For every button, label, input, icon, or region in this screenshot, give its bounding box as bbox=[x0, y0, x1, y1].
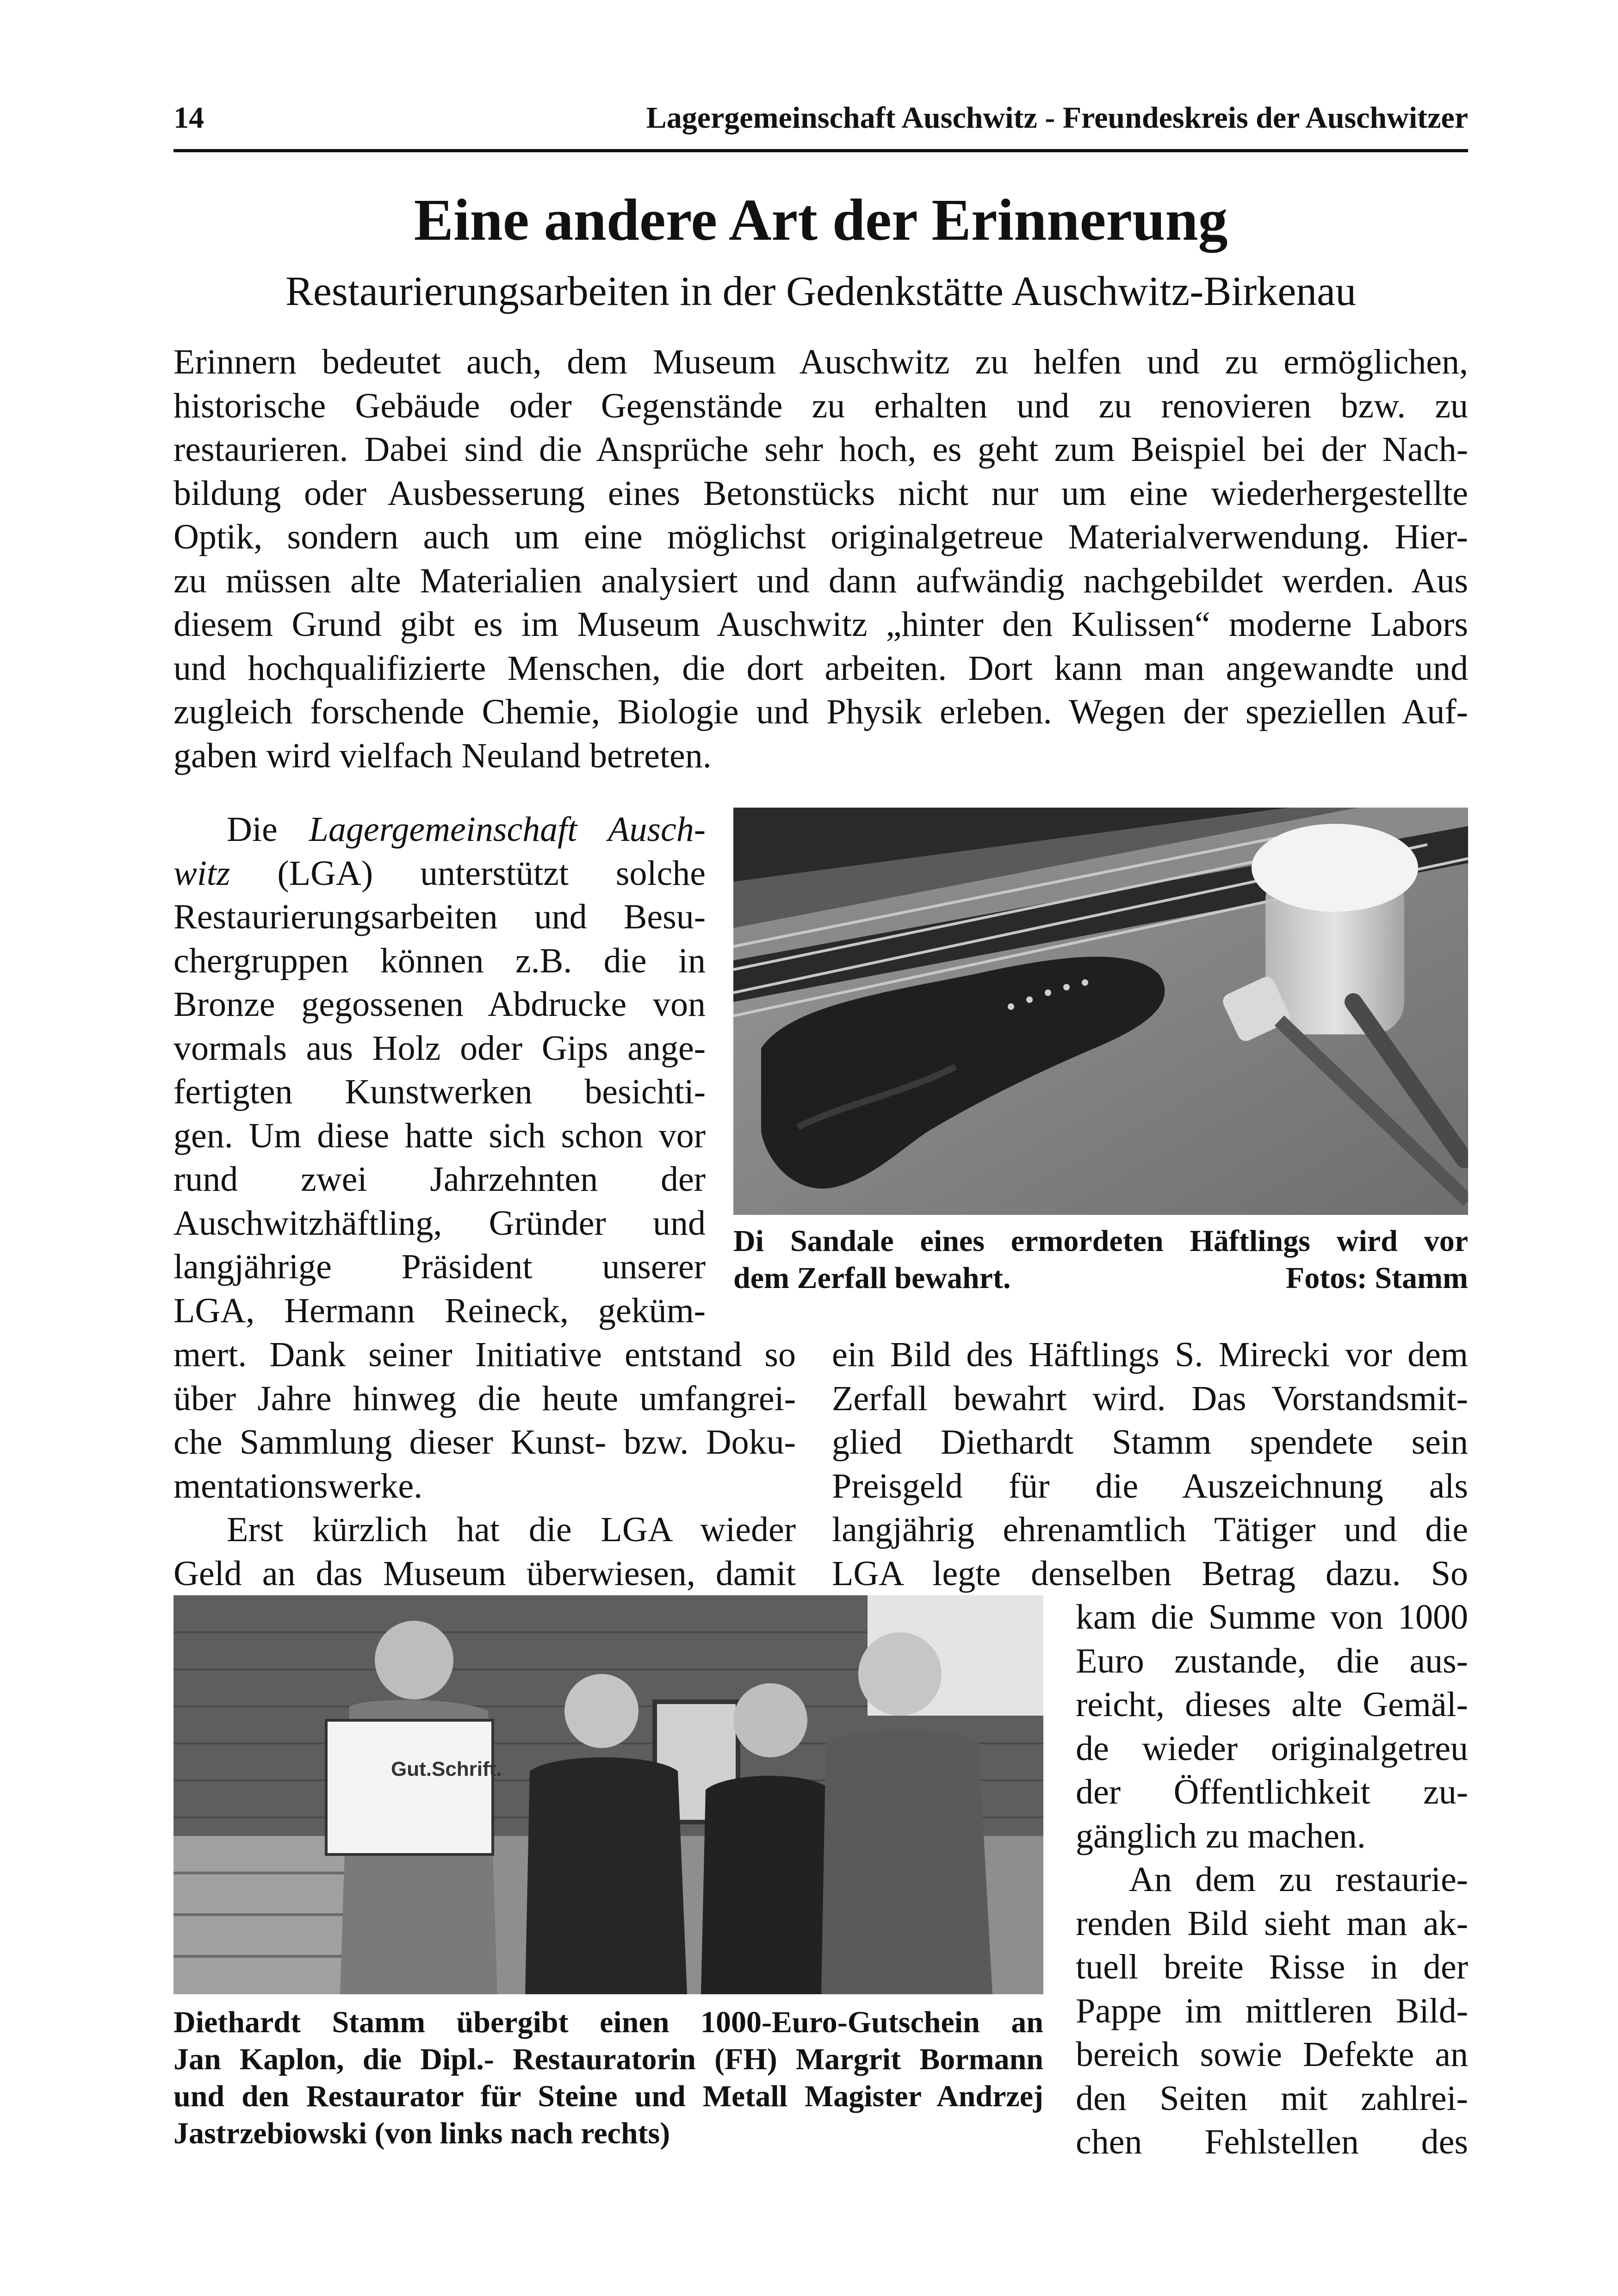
caption-line: Jan Kaplon, die Dipl.- Restauratorin (FH) Margrit Bormann bbox=[174, 2042, 1043, 2076]
text-line: LGA, Hermann Reineck, geküm- bbox=[174, 1291, 706, 1330]
article-title: Eine andere Art der Erinnerung bbox=[414, 187, 1228, 253]
text-line: bereich sowie Defekte an bbox=[1076, 2035, 1468, 2074]
text-line: chergruppen können z.B. die in bbox=[174, 941, 706, 980]
intro-paragraph bbox=[174, 340, 1468, 778]
text-line: tuell breite Risse in der bbox=[1076, 1948, 1468, 1986]
text-line: Euro zustande, die aus- bbox=[1076, 1641, 1468, 1680]
sandal-photo-illustration bbox=[733, 808, 1468, 1215]
text-line: Geld an das Museum überwiesen, damit bbox=[174, 1554, 796, 1593]
sandal-caption-line-1: Di Sandale eines ermordeten Häftlings wird vor bbox=[733, 1224, 1468, 1258]
text-line: Erst kürzlich hat die LGA wieder bbox=[227, 1510, 796, 1549]
text-line: bildung oder Ausbesserung eines Betonstücks nicht nur um eine wiederhergestellte bbox=[174, 473, 1468, 513]
text-line: LGA legte denselben Betrag dazu. So bbox=[832, 1554, 1468, 1593]
text-line: chen Fehlstellen des bbox=[1076, 2122, 1468, 2161]
caption-line: Diethardt Stamm übergibt einen 1000-Euro-Gutschein an bbox=[174, 2005, 1043, 2039]
text-line: diesem Grund gibt es im Museum Auschwitz „hinter den Kulissen“ moderne Labors bbox=[174, 605, 1468, 644]
text-line: kam die Summe von 1000 bbox=[1076, 1598, 1468, 1636]
text-line: den Seiten mit zahlrei- bbox=[1076, 2078, 1468, 2118]
text-line: gänglich zu machen. bbox=[1076, 1816, 1366, 1855]
left-column-text-a bbox=[174, 808, 706, 1332]
text-line: renden Bild sieht man ak- bbox=[1076, 1904, 1468, 1943]
article-subtitle: Restaurierungsarbeiten in der Gedenkstätte Auschwitz-Birkenau bbox=[285, 268, 1357, 314]
photo-credit: Fotos: Stamm bbox=[1285, 1261, 1468, 1295]
text-line: vormals aus Holz oder Gips ange- bbox=[174, 1028, 706, 1068]
text-line: gaben wird vielfach Neuland betreten. bbox=[174, 736, 712, 775]
text-line: gen. Um diese hatte sich schon vor bbox=[174, 1116, 706, 1155]
text-line: reicht, dieses alte Gemäl- bbox=[1076, 1685, 1468, 1724]
text-line: über Jahre hinweg die heute umfangrei- bbox=[174, 1379, 796, 1418]
text-line: restaurieren. Dabei sind die Ansprüche sehr hoch, es geht zum Beispiel bei der Nach- bbox=[174, 430, 1468, 469]
text-line: de wieder originalgetreu bbox=[1076, 1729, 1468, 1768]
right-column-text-b bbox=[1076, 1595, 1468, 2164]
text-line: fertigten Kunstwerken besichti- bbox=[174, 1072, 706, 1111]
text-line: An dem zu restaurie- bbox=[1129, 1860, 1468, 1899]
text-line: Die Lagergemeinschaft Ausch- bbox=[227, 810, 706, 849]
text-line: langjährige Präsident unserer bbox=[174, 1247, 706, 1286]
text-line: mert. Dank seiner Initiative entstand so bbox=[174, 1335, 796, 1374]
header-rule bbox=[174, 149, 1468, 152]
running-header: Lagergemeinschaft Auschwitz - Freundeskreis der Auschwitzer bbox=[646, 101, 1468, 135]
text-line: Bronze gegossenen Abdrucke von bbox=[174, 985, 706, 1024]
handover-photo bbox=[174, 1595, 1043, 1994]
text-line: witz (LGA) unterstützt solche bbox=[174, 853, 706, 893]
sandal-photo bbox=[733, 808, 1468, 1215]
sandal-caption-line-2: dem Zerfall bewahrt. bbox=[733, 1261, 1011, 1295]
text-line: Preisgeld für die Auszeichnung als bbox=[832, 1466, 1468, 1506]
text-line: und hochqualifizierte Menschen, die dort arbeiten. Dort kann man angewandte und bbox=[174, 648, 1468, 688]
sign-text: Gut.Schrift. bbox=[391, 1758, 502, 1780]
text-line: der Öffentlichkeit zu- bbox=[1076, 1773, 1468, 1811]
text-line: rund zwei Jahrzehnten der bbox=[174, 1160, 706, 1199]
text-line: che Sammlung dieser Kunst- bzw. Doku- bbox=[174, 1423, 796, 1462]
text-line: langjährig ehrenamtlich Tätiger und die bbox=[832, 1510, 1468, 1549]
text-line: mentationswerke. bbox=[174, 1466, 423, 1506]
text-line: Restaurierungsarbeiten und Besu- bbox=[174, 897, 706, 936]
handover-caption bbox=[174, 2004, 1043, 2152]
text-line: Optik, sondern auch um eine möglichst originalgetreue Materialverwendung. Hier- bbox=[174, 517, 1468, 556]
text-line: ein Bild des Häftlings S. Mirecki vor dem bbox=[832, 1335, 1468, 1374]
text-line: Auschwitzhäftling, Gründer und bbox=[174, 1203, 706, 1243]
text-line: glied Diethardt Stamm spendete sein bbox=[832, 1423, 1468, 1462]
text-line: historische Gebäude oder Gegenstände zu erhalten und zu renovieren bzw. zu bbox=[174, 386, 1468, 425]
caption-line: und den Restaurator für Steine und Metall Magister Andrzej bbox=[174, 2079, 1043, 2113]
handover-photo-illustration bbox=[174, 1595, 1043, 1994]
text-line: zugleich forschende Chemie, Biologie und Physik erleben. Wegen der speziellen Auf- bbox=[174, 692, 1468, 731]
sandal-caption bbox=[733, 1223, 1468, 1297]
text-line: zu müssen alte Materialien analysiert und dann aufwändig nachgebildet werden. Aus bbox=[174, 561, 1468, 600]
page-number: 14 bbox=[174, 101, 204, 135]
caption-line: Jastrzebiowski (von links nach rechts) bbox=[174, 2116, 670, 2150]
text-line: Pappe im mittleren Bild- bbox=[1076, 1991, 1468, 2030]
text-line: Zerfall bewahrt wird. Das Vorstandsmit- bbox=[832, 1379, 1468, 1418]
right-column-text-a bbox=[832, 1333, 1468, 1595]
left-column-text-b bbox=[174, 1333, 796, 1595]
text-line: Erinnern bedeutet auch, dem Museum Auschwitz zu helfen und zu ermöglichen, bbox=[174, 342, 1468, 381]
